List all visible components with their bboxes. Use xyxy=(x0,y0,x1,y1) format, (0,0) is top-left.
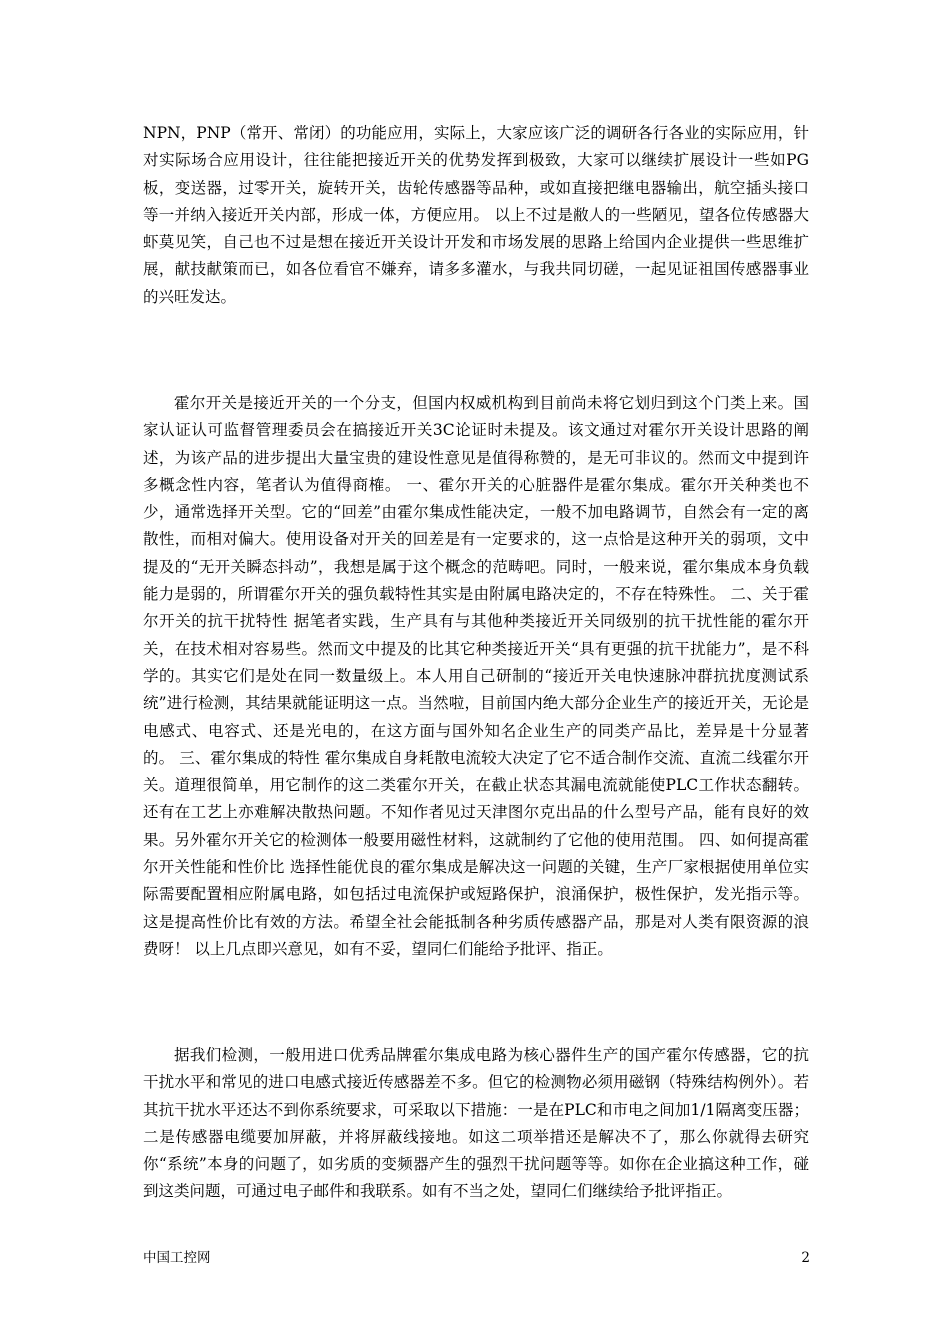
paragraph-2: 霍尔开关是接近开关的一个分支，但国内权威机构到目前尚未将它划归到这个门类上来。国家认证认可监督管理委员会在搞接近开关3C论证时未提及。该文通过对霍尔开关设计思路的阐述，为该产品的进步提出大量宝贵的建设性意见是值得称赞的，是无可非议的。然而文中提到许多概念性内容，笔者认为值得商榷。 一、霍尔开关的心脏器件是霍尔集成。霍尔开关种类也不少，通常选择开关型。它的“回差”由霍尔集成性能决定，一般不加电路调节，自然会有一定的离散性，而相对偏大。使用设备对开关的回差是有一定要求的，这一点恰是这种开关的弱项，文中提及的“无开关瞬态抖动”，我想是属于这个概念的范畴吧。同时，一般来说，霍尔集成本身负载能力是弱的，所谓霍尔开关的强负载特性其实是由附属电路决定的，不存在特殊性。 二、关于霍尔开关的抗干扰特性 据笔者实践，生产具有与其他种类接近开关同级别的抗干扰性能的霍尔开关，在技术相对容易些。然而文中提及的比其它种类接近开关“具有更强的抗干扰能力”，是不科学的。其实它们是处在同一数量级上。本人用自己研制的“接近开关电快速脉冲群抗扰度测试系统”进行检测，其结果就能证明这一点。当然啦，目前国内绝大部分企业生产的接近开关，无论是电感式、电容式、还是光电的，在这方面与国外知名企业生产的同类产品比，差异是十分显著的。 三、霍尔集成的特性 霍尔集成自身耗散电流较大决定了它不适合制作交流、直流二线霍尔开关。道理很简单，用它制作的这二类霍尔开关，在截止状态其漏电流就能使PLC工作状态翻转。还有在工艺上亦难解决散热问题。不知作者见过天津图尔克出品的什么型号产品，能有良好的效果。另外霍尔开关它的检测体一般要用磁性材料，这就制约了它他的使用范围。 四、如何提高霍尔开关性能和性价比 选择性能优良的霍尔集成是解决这一问题的关键，生产厂家根据使用单位实际需要配置相应附属电路，如包括过电流保护或短路保护，浪涌保护，极性保护，发光指示等。这是提高性价比有效的方法。希望全社会能抵制各种劣质传感器产品，那是对人类有限资源的浪费呀！ 以上几点即兴意见，如有不妥，望同仁们能给予批评、指正。 xyxy=(143,394,809,958)
page-number: 2 xyxy=(801,1250,810,1266)
paragraph-1: NPN，PNP（常开、常闭）的功能应用，实际上，大家应该广泛的调研各行各业的实际应用，针对实际场合应用设计，往往能把接近开关的优势发挥到极致，大家可以继续扩展设计一些如PG板，变送器，过零开关，旋转开关，齿轮传感器等品种，或如直接把继电器输出，航空插头接口等一并纳入接近开关内部，形成一体，方便应用。 以上不过是敝人的一些陋见，望各位传感器大虾莫见笑，自己也不过是想在接近开关设计开发和市场发展的思路上给国内企业提供一些思维扩展，献技献策而已，如各位看官不嫌弃，请多多灌水，与我共同切磋，一起见证祖国传感器事业的兴旺发达。 xyxy=(143,124,809,306)
paragraph-3: 据我们检测，一般用进口优秀品牌霍尔集成电路为核心器件生产的国产霍尔传感器，它的抗干扰水平和常见的进口电感式接近传感器差不多。但它的检测物必须用磁钢（特殊结构例外）。若其抗干扰水平还达不到你系统要求，可采取以下措施：一是在PLC和市电之间加1/1隔离变压器；二是传感器电缆要加屏蔽，并将屏蔽线接地。如这二项举措还是解决不了，那么你就得去研究你“系统”本身的问题了，如劣质的变频器产生的强烈干扰问题等等。如你在企业搞这种工作，碰到这类问题，可通过电子邮件和我联系。如有不当之处，望同仁们继续给予批评指正。 xyxy=(143,1046,809,1201)
footer-source: 中国工控网 xyxy=(143,1250,211,1266)
